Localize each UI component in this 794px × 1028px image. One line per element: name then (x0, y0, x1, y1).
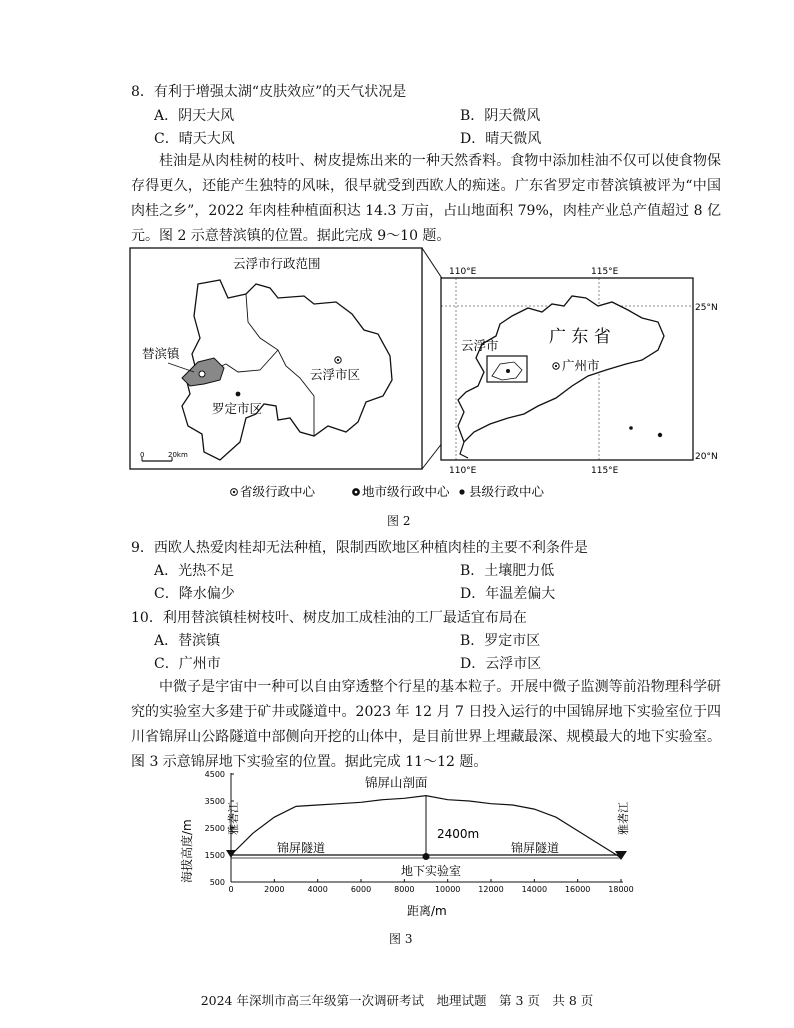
lab-label: 地下实验室 (401, 864, 462, 878)
tunnel-right-label: 锦屏隧道 (511, 841, 560, 855)
legend-county: 县级行政中心 (469, 484, 545, 499)
lat-20: 20°N (695, 452, 718, 462)
q10-option-c: C．广州市 (154, 656, 221, 672)
q8-option-d: D．晴天微风 (460, 131, 542, 147)
river-left-label: 雅砻江 (227, 802, 240, 835)
depth-label: 2400m (437, 827, 480, 841)
q10-stem: 10．利用替滨镇桂树枝叶、树皮加工成桂油的工厂最适宜布局在 (131, 610, 527, 626)
x-tick-label: 0 (228, 885, 234, 894)
river-left-marker (226, 850, 236, 858)
q9-option-b: B．土壤肥力低 (460, 563, 555, 579)
tibin-label: 替滨镇 (142, 346, 180, 361)
x-tick-label: 16000 (564, 885, 591, 894)
figure-3-caption: 图 3 (389, 932, 413, 946)
y-tick-label: 500 (209, 878, 225, 887)
lat-25: 25°N (695, 303, 718, 313)
y-tick-label: 4500 (204, 770, 225, 779)
scale-20km: 20km (168, 451, 188, 459)
scale-zero: 0 (140, 451, 145, 459)
y-tick-label: 3500 (204, 797, 225, 806)
q10-option-d: D．云浮市区 (460, 656, 542, 672)
q8-stem: 8．有利于增强太湖“皮肤效应”的天气状况是 (131, 84, 407, 100)
q8-option-a: A．阴天大风 (154, 108, 235, 124)
yunfu-city-label: 云浮市 (461, 338, 499, 353)
luoding-marker (236, 392, 241, 397)
q8-option-c: C．晴天大风 (154, 131, 235, 147)
province-label: 广 东 省 (549, 327, 611, 347)
q9-option-a: A．光热不足 (154, 563, 235, 579)
lab-marker (423, 853, 430, 860)
yunfu-district-label: 云浮市区 (310, 367, 361, 382)
y-tick-label: 2500 (204, 824, 225, 833)
q8-option-b: B．阴天微风 (460, 108, 541, 124)
figure-2-caption: 图 2 (387, 514, 411, 528)
profile-label: 锦屏山剖面 (365, 775, 428, 790)
legend-province: 省级行政中心 (240, 484, 316, 499)
left-map-title: 云浮市行政范围 (233, 256, 321, 271)
figure-3-profile-chart (175, 765, 645, 925)
tunnel-left-label: 锦屏隧道 (277, 841, 326, 855)
lon-115-bottom: 115°E (591, 466, 619, 476)
q9-option-d: D．年温差偏大 (460, 586, 556, 602)
x-tick-label: 2000 (264, 885, 285, 894)
passage-cinnamon: 桂油是从肉桂树的枝叶、树皮提炼出来的一种天然香料。食物中添加桂油不仅可以使食物保存得更久，还能产生独特的风味，很早就受到西欧人的痴迷。广东省罗定市替滨镇被评为“中国肉桂之乡”，2022 年肉桂种植面积达 14.3 万亩，占山地面积 79%，肉桂产业总产值超过 8 亿元。图 2 示意替滨镇的位置。据此完成 9～10 题。 (131, 153, 721, 244)
x-tick-label: 8000 (394, 885, 415, 894)
page-footer: 2024 年深圳市高三年级第一次调研考试 地理试题 第 3 页 共 8 页 (200, 993, 594, 1008)
lon-110-bottom: 110°E (449, 466, 477, 476)
legend-city: 地市级行政中心 (362, 484, 450, 499)
passage-neutrino: 中微子是宇宙中一种可以自由穿透整个行星的基本粒子。开展中微子监测等前沿物理科学研究的实验室大多建于矿井或隧道中。2023 年 12 月 7 日投入运行的中国锦屏地下实验室位于四川省锦屏山公路隧道中部侧向开挖的山体中，是目前世界上埋藏最深、规模最大的地下实验室。图 3 示意锦屏地下实验室的位置。据此完成 11～12 题。 (131, 679, 721, 770)
q9-option-c: C．降水偏少 (154, 586, 235, 602)
x-tick-label: 18000 (608, 885, 634, 894)
river-right-label: 雅砻江 (617, 802, 630, 835)
figure-2-map (128, 246, 718, 506)
guangzhou-label: 广州市 (562, 358, 600, 373)
q9-stem: 9．西欧人热爱肉桂却无法种植，限制西欧地区种植肉桂的主要不利条件是 (131, 540, 588, 556)
x-tick-label: 10000 (434, 885, 461, 894)
y-axis-label: 海拔高度/m (180, 819, 194, 883)
legend-county-icon (459, 489, 464, 494)
q10-option-b: B．罗定市区 (460, 633, 541, 649)
x-tick-label: 4000 (307, 885, 328, 894)
lon-115-top: 115°E (591, 267, 619, 277)
luoding-label: 罗定市区 (212, 401, 263, 416)
y-tick-label: 1500 (204, 851, 225, 860)
tibin-town-marker (199, 371, 205, 377)
x-tick-label: 12000 (478, 885, 504, 894)
x-axis-label: 距离/m (407, 904, 447, 918)
x-tick-label: 6000 (350, 885, 372, 894)
lon-110-top: 110°E (449, 267, 477, 277)
x-tick-label: 14000 (521, 885, 548, 894)
q10-option-a: A．替滨镇 (154, 633, 221, 649)
